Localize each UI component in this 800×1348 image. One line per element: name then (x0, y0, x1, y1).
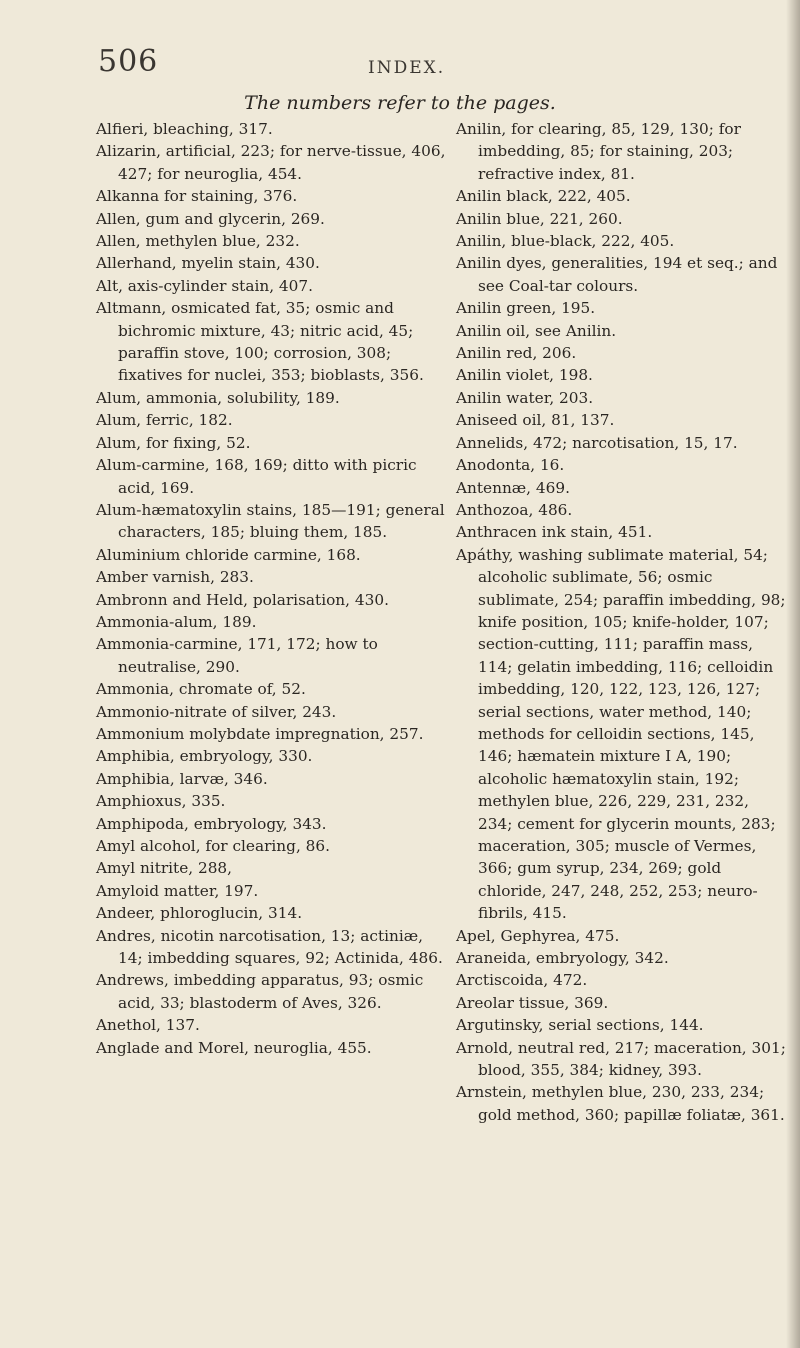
index-entry: Anilin, for clearing, 85, 129, 130; for imbedding, 85; for staining, 203; refractive index, 81. (456, 120, 741, 183)
index-entry: Alum, ferric, 182. (96, 411, 233, 430)
index-entry: Ammonia-carmine, 171, 172; how to neutralise, 290. (96, 635, 378, 676)
index-entry: Arnstein, methylen blue, 230, 233, 234; gold method, 360; papillæ foliatæ, 361. (456, 1083, 785, 1124)
index-entry: Apáthy, washing sublimate material, 54; alcoholic sublimate, 56; osmic sublimate, 254; paraffin imbedding, 98; knife position, 105; knife-holder, 107; section-cutting, 111; paraffin mass, 114; gelatin imbedding, 116; celloidin imbedding, 120, 122, 123, 126, 127; serial sections, water method, 140; methods for celloidin sections, 145, 146; hæmatein mixture I A, 190; alcoholic hæmatoxylin stain, 192; methylen blue, 226, 229, 231, 232, 234; cement for glycerin mounts, 283; maceration, 305; muscle of Vermes, 366; gum syrup, 234, 269; gold chloride, 247, 248, 252, 253; neuro-fibrils, 415. (456, 545, 786, 923)
running-head: INDEX. (368, 58, 446, 78)
index-entry: Annelids, 472; narcotisation, 15, 17. (456, 433, 738, 452)
index-entry: Apel, Gephyrea, 475. (456, 926, 620, 945)
index-entry: Ammonia-alum, 189. (96, 612, 257, 631)
index-entry: Argutinsky, serial sections, 144. (456, 1016, 704, 1035)
index-entry: Areolar tissue, 369. (456, 993, 609, 1012)
index-entry: Aluminium chloride carmine, 168. (96, 545, 361, 564)
index-entry: Alkanna for staining, 376. (96, 187, 298, 206)
index-entry: Amphioxus, 335. (96, 792, 226, 811)
index-entry: Alfieri, bleaching, 317. (96, 120, 273, 138)
index-entry: Arnold, neutral red, 217; maceration, 301; blood, 355, 384; kidney, 393. (456, 1038, 786, 1080)
index-entry: Anilin green, 195. (456, 299, 596, 318)
index-entry: Amyloid matter, 197. (96, 881, 259, 900)
index-entry: Alum, ammonia, solubility, 189. (96, 388, 340, 407)
index-entry: Ammonium molybdate impregnation, 257. (96, 724, 424, 743)
index-entry: Alum, for fixing, 52. (96, 433, 251, 452)
index-entry: Amyl nitrite, 288, (96, 859, 233, 878)
index-entry: Amyl alcohol, for clearing, 86. (96, 837, 330, 855)
index-entry: Anilin red, 206. (456, 344, 577, 363)
index-entry: Ambronn and Held, polarisation, 430. (96, 590, 389, 609)
index-entry: Andres, nicotin narcotisation, 13; actiniæ, 14; imbedding squares, 92; Actinida, 486. (96, 926, 443, 968)
index-entry: Alum-carmine, 168, 169; ditto with picric acid, 169. (96, 456, 417, 497)
index-entry: Amber varnish, 283. (96, 568, 254, 587)
page-number: 506 (98, 44, 159, 79)
index-entry: Amphibia, embryology, 330. (96, 747, 313, 766)
index-entry: Anthracen ink stain, 451. (456, 523, 653, 542)
index-entry: Arctiscoida, 472. (456, 971, 588, 990)
index-entry: Anilin violet, 198. (456, 366, 593, 385)
index-entry: Amphipoda, embryology, 343. (96, 814, 327, 833)
index-entry: Alum-hæmatoxylin stains, 185—191; general characters, 185; bluing them, 185. (96, 500, 445, 542)
index-entry: Anethol, 137. (96, 1016, 200, 1035)
index-subtitle: The numbers refer to the pages. (244, 92, 556, 114)
index-entry: Andrews, imbedding apparatus, 93; osmic acid, 33; blastoderm of Aves, 326. (96, 971, 424, 1012)
index-entry: Andeer, phloroglucin, 314. (96, 904, 303, 923)
index-entry: Anilin, blue-black, 222, 405. (456, 232, 675, 251)
index-entry: Ammonio-nitrate of silver, 243. (96, 702, 337, 721)
index-entry: Allerhand, myelin stain, 430. (96, 254, 320, 273)
index-entry: Anilin water, 203. (456, 388, 594, 407)
index-entry: Anglade and Morel, neuroglia, 455. (96, 1038, 372, 1057)
index-column-right (456, 118, 786, 1126)
index-entry: Anilin oil, see Anilin. (456, 321, 617, 340)
index-entry: Allen, gum and glycerin, 269. (96, 209, 325, 228)
index-entry: Anodonta, 16. (456, 456, 565, 475)
index-entry: Ammonia, chromate of, 52. (96, 680, 306, 699)
index-entry: Anilin blue, 221, 260. (456, 209, 623, 228)
index-entry: Alizarin, artificial, 223; for nerve-tissue, 406, 427; for neuroglia, 454. (96, 142, 446, 183)
index-entry: Anilin dyes, generalities, 194 et seq.; and see Coal-tar colours. (456, 254, 778, 295)
page-edge-shadow (786, 0, 800, 1348)
index-entry: Allen, methylen blue, 232. (96, 232, 300, 251)
index-entry: Anthozoa, 486. (456, 500, 573, 519)
index-entry: Alt, axis-cylinder stain, 407. (96, 276, 313, 295)
index-entry: Aniseed oil, 81, 137. (456, 411, 615, 430)
index-entry: Anilin black, 222, 405. (456, 187, 631, 206)
index-entry: Antennæ, 469. (456, 478, 570, 497)
index-entry: Altmann, osmicated fat, 35; osmic and bichromic mixture, 43; nitric acid, 45; paraffin stove, 100; corrosion, 308; fixatives for nuclei, 353; bioblasts, 356. (96, 299, 424, 385)
index-entry: Amphibia, larvæ, 346. (96, 769, 268, 788)
index-column-left (96, 118, 446, 1059)
index-entry: Araneida, embryology, 342. (456, 949, 669, 968)
